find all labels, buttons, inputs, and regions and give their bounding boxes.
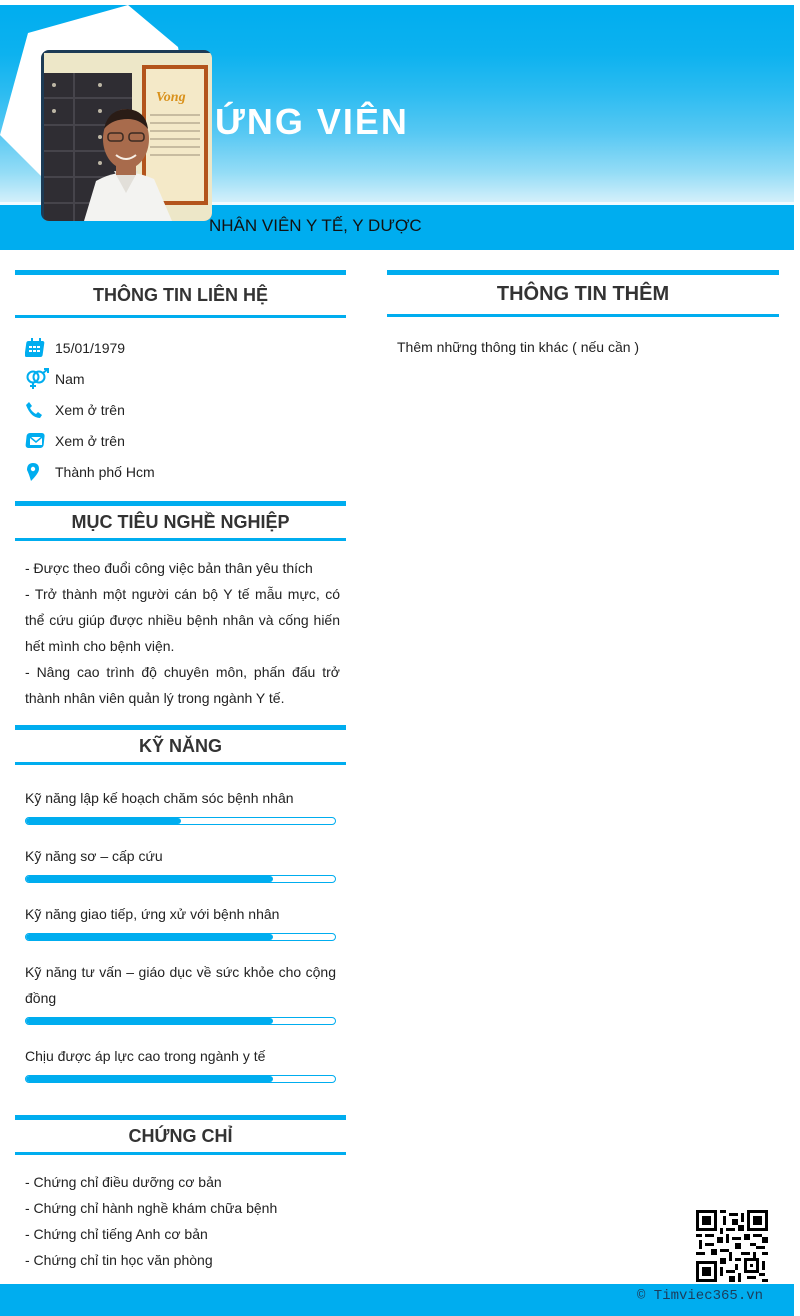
avatar[interactable] (41, 50, 212, 221)
objective-line: - Nâng cao trình độ chuyên môn, phấn đấu trở thành nhân viên quản lý trong ngành Y tế. (25, 664, 340, 706)
calendar-icon (25, 336, 55, 360)
certificates-section (15, 1115, 346, 1287)
section-header (15, 1115, 346, 1155)
skill-label: Kỹ năng tư vấn – giáo dục về sức khỏe cho cộng đồng (25, 964, 336, 1006)
skill-progress-fill (26, 876, 273, 882)
skill-item (25, 1043, 336, 1083)
skill-item (25, 785, 336, 825)
section-title: KỸ NĂNG (138, 735, 222, 756)
contact-gender (25, 363, 346, 394)
qr-code[interactable] (694, 1208, 770, 1284)
job-position: NHÂN VIÊN Y TẾ, Y DƯỢC (209, 216, 422, 235)
contact-section (15, 270, 346, 501)
address-value: Thành phố Hcm (55, 463, 155, 480)
phone-icon (25, 398, 55, 422)
section-header (387, 270, 779, 317)
skill-progress-fill (26, 1018, 273, 1024)
section-title: MỤC TIÊU NGHỀ NGHIỆP (71, 511, 290, 532)
objective-line: - Trở thành một người cán bộ Y tế mẫu mực, có thể cứu giúp được nhiều bệnh nhân và cống hiến hết mình cho bệnh viện. (25, 586, 340, 654)
skill-progress-bar (25, 875, 336, 883)
skill-progress-bar (25, 1075, 336, 1083)
career-objective-section (15, 501, 346, 725)
svg-text:Vong: Vong (156, 90, 186, 105)
section-title: THÔNG TIN LIÊN HỆ (93, 284, 268, 305)
certificate-item: - Chứng chỉ tin học văn phòng (25, 1252, 213, 1268)
cv-header (0, 5, 794, 250)
candidate-photo (44, 53, 212, 221)
skill-progress-bar (25, 1017, 336, 1025)
skill-progress-bar (25, 933, 336, 941)
gender-value: Nam (55, 370, 85, 387)
birthday-value: 15/01/1979 (55, 339, 126, 356)
skill-progress-fill (26, 818, 181, 824)
right-column (387, 270, 779, 377)
phone-value: Xem ở trên (55, 401, 125, 418)
footer-copyright: © Timviec365.vn (637, 1288, 764, 1304)
additional-info-section (387, 270, 779, 377)
section-header (15, 501, 346, 541)
certificate-item: - Chứng chỉ điều dưỡng cơ bản (25, 1174, 222, 1190)
contact-birthday (25, 332, 346, 363)
additional-info-text: Thêm những thông tin khác ( nếu cần ) (397, 339, 640, 355)
section-header (15, 725, 346, 765)
certificates-list (15, 1155, 346, 1287)
objective-line: - Được theo đuổi công việc bản thân yêu thích (25, 560, 313, 576)
contact-address (25, 456, 346, 487)
skill-progress-fill (26, 934, 273, 940)
contact-list (15, 318, 346, 501)
skill-label: Chịu được áp lực cao trong ngành y tế (25, 1048, 266, 1064)
contact-email (25, 425, 346, 456)
contact-phone (25, 394, 346, 425)
location-pin-icon (25, 460, 55, 484)
section-title: CHỨNG CHỈ (128, 1125, 233, 1146)
skill-label: Kỹ năng sơ – cấp cứu (25, 848, 163, 864)
email-value: Xem ở trên (55, 432, 125, 449)
skill-progress-bar (25, 817, 336, 825)
skill-label: Kỹ năng giao tiếp, ứng xử với bệnh nhân (25, 906, 280, 922)
skills-section (15, 725, 346, 1115)
skill-item (25, 959, 336, 1025)
email-icon (25, 429, 55, 453)
gender-icon (25, 367, 55, 391)
qr-code-icon (696, 1210, 768, 1282)
certificate-item: - Chứng chỉ tiếng Anh cơ bản (25, 1226, 208, 1242)
skill-label: Kỹ năng lập kế hoạch chăm sóc bệnh nhân (25, 790, 294, 806)
certificate-item: - Chứng chỉ hành nghề khám chữa bệnh (25, 1200, 278, 1216)
skill-progress-fill (26, 1076, 273, 1082)
skill-item (25, 901, 336, 941)
objective-text (15, 541, 346, 725)
section-header (15, 270, 346, 318)
left-column (15, 270, 346, 1287)
candidate-name-title: ỨNG VIÊN (215, 101, 409, 142)
skill-item (25, 843, 336, 883)
section-title: THÔNG TIN THÊM (496, 283, 670, 305)
skills-list (15, 765, 346, 1115)
